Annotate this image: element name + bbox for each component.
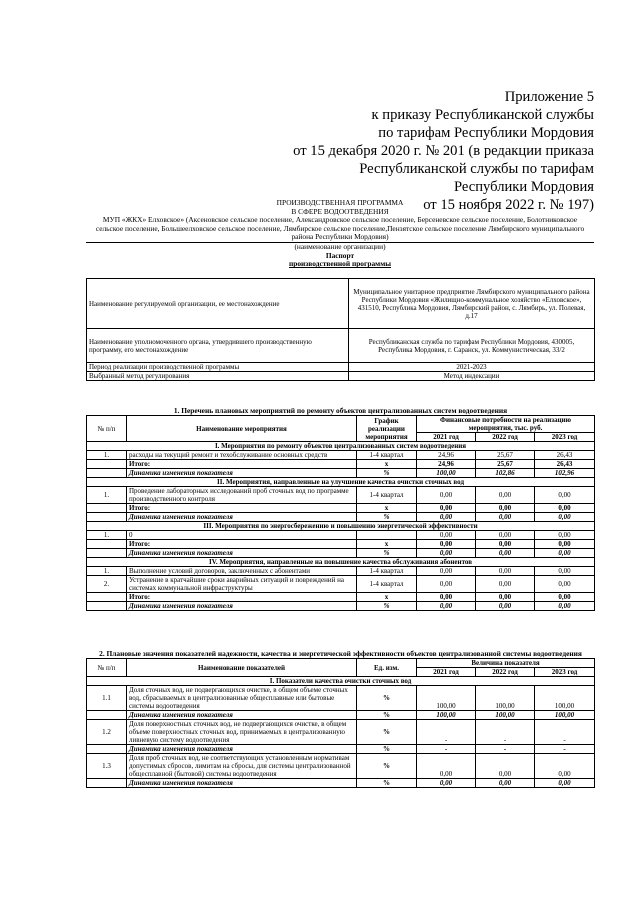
measure-value: 0,00 bbox=[535, 487, 595, 504]
measure-value: 0,00 bbox=[476, 602, 535, 611]
measure-name: расходы на текущий ремонт и техобслуживание основных средств bbox=[127, 451, 357, 460]
indicator-value: - bbox=[417, 745, 476, 754]
measure-schedule: 1-4 квартал bbox=[357, 487, 417, 504]
passport-label: Наименование регулируемой организации, ее местонахождение bbox=[87, 279, 349, 329]
indicator-value: 100,00 bbox=[476, 711, 535, 720]
indicator-value: 100,00 bbox=[417, 711, 476, 720]
row-number bbox=[87, 549, 127, 558]
measure-name: Динамика изменения показателя bbox=[127, 513, 357, 522]
group-title: II. Мероприятия, направленные на улучшение качества очистки сточных вод bbox=[87, 478, 595, 487]
measure-name: Динамика изменения показателя bbox=[127, 469, 357, 478]
indicator-name: Доля поверхностных сточных вод, не подвергающихся очистке, в общем объеме поверхностных сточных вод, принимаемых в централизованную ливневую систему водоотведения bbox=[127, 720, 357, 745]
indicator-value: - bbox=[476, 720, 535, 745]
indicator-value: - bbox=[535, 745, 595, 754]
measure-name: Динамика изменения показателя bbox=[127, 549, 357, 558]
repair-measures-table bbox=[86, 407, 595, 611]
measure-value: 0,00 bbox=[535, 602, 595, 611]
indicator-value: 100,00 bbox=[535, 711, 595, 720]
indicator-unit: % bbox=[357, 711, 417, 720]
group-title-row bbox=[87, 677, 595, 686]
measure-value: 26,43 bbox=[535, 460, 595, 469]
measure-name: Динамика изменения показателя bbox=[127, 602, 357, 611]
measure-value: 0,00 bbox=[535, 540, 595, 549]
group-title: III. Мероприятия по энергосбережению и повышению энергетической эффективности bbox=[87, 522, 595, 531]
appendix-line: к приказу Республиканской службы bbox=[371, 107, 594, 123]
measure-name: 0 bbox=[127, 531, 357, 540]
row-number bbox=[87, 460, 127, 469]
appendix-line: по тарифам Республики Мордовия bbox=[378, 125, 594, 141]
row-number bbox=[87, 513, 127, 522]
indicator-unit: % bbox=[357, 686, 417, 711]
col-value-header: Величина показателя bbox=[417, 659, 595, 668]
measure-schedule: % bbox=[357, 469, 417, 478]
indicator-row bbox=[87, 686, 595, 711]
measure-value: 0,00 bbox=[535, 567, 595, 576]
year-header: 2021 год bbox=[417, 668, 476, 677]
col-name-header: Наименование мероприятия bbox=[127, 416, 357, 442]
row-number: 1.1 bbox=[87, 686, 127, 711]
appendix-line: Республиканской службы по тарифам bbox=[359, 161, 594, 177]
program-subtitle: В СФЕРЕ ВОДООТВЕДЕНИЯ bbox=[291, 206, 389, 216]
measure-value: 0,00 bbox=[476, 531, 535, 540]
passport-value: Муниципальное унитарное предприятие Лямбирского муниципального района Республики Мордовия «Жилищно-коммунальное хозяйство «Елховское», 431510, Республика Мордовия, Лямбирский район, с. Лямбирь, ул. Полевая, д.17 bbox=[349, 279, 595, 329]
passport-title: Паспорт bbox=[325, 250, 355, 260]
passport-label: Выбранный метод регулирования bbox=[87, 372, 349, 381]
section-2-title: 2. Плановые значения показателей надежности, качества и энергетической эффективности объектов централизованной системы водоотведения bbox=[99, 650, 582, 658]
section-1-title: 1. Перечень плановых мероприятий по ремонту объектов централизованных систем водоотведения bbox=[173, 407, 508, 415]
row-number bbox=[87, 745, 127, 754]
measure-value: 0,00 bbox=[476, 567, 535, 576]
measure-value: 0,00 bbox=[476, 593, 535, 602]
measure-value: 0,00 bbox=[417, 487, 476, 504]
row-number: 1. bbox=[87, 451, 127, 460]
indicator-name: Динамика изменения показателя bbox=[127, 745, 357, 754]
row-number: 1. bbox=[87, 567, 127, 576]
measure-row bbox=[87, 602, 595, 611]
appendix-line: Приложение 5 bbox=[504, 89, 594, 105]
measure-row bbox=[87, 593, 595, 602]
measure-row bbox=[87, 567, 595, 576]
year-header: 2022 год bbox=[476, 668, 535, 677]
indicator-name: Динамика изменения показателя bbox=[127, 779, 357, 788]
program-title: ПРОИЗВОДСТВЕННАЯ ПРОГРАММА bbox=[276, 198, 404, 207]
measure-name: Итого: bbox=[127, 540, 357, 549]
measure-value: 26,43 bbox=[535, 451, 595, 460]
measure-value: 0,00 bbox=[417, 576, 476, 593]
organization-name: МУП «ЖКХ» Елховское» (Аксеновское сельское поселение, Александровское сельское поселение, Берсеневское сельское поселение, Болотниковское сельское поселение, Большеелховское сельское поселение, Лямбирское сельское поселение,Пензятское сельское поселение Лямбирского муниципального района Республики Мордовия) bbox=[86, 216, 594, 243]
row-number bbox=[87, 540, 127, 549]
col-num-header: № п/п bbox=[87, 416, 127, 442]
indicator-value: - bbox=[535, 720, 595, 745]
measure-row bbox=[87, 531, 595, 540]
passport-label: Наименование уполномоченного органа, утвердившего производственную программу, его местонахождение bbox=[87, 329, 349, 363]
indicator-row bbox=[87, 779, 595, 788]
measure-value: 102,96 bbox=[535, 469, 595, 478]
measure-row bbox=[87, 576, 595, 593]
group-title-row bbox=[87, 522, 595, 531]
measure-row bbox=[87, 549, 595, 558]
group-title-row bbox=[87, 478, 595, 487]
passport-row bbox=[87, 329, 595, 363]
organization-caption: (наименование организации) bbox=[294, 241, 386, 251]
measure-value: 24,96 bbox=[417, 460, 476, 469]
row-number bbox=[87, 504, 127, 513]
appendix-header bbox=[264, 88, 594, 214]
col-indicator-header: Наименование показателей bbox=[127, 659, 357, 677]
group-title-row bbox=[87, 442, 595, 451]
group-title: I. Показатели качества очистки сточных вод bbox=[87, 677, 595, 686]
indicator-value: - bbox=[417, 720, 476, 745]
col-unit-header: Ед. изм. bbox=[357, 659, 417, 677]
passport-subtitle: производственной программы bbox=[288, 259, 392, 269]
row-number: 1.3 bbox=[87, 754, 127, 779]
measure-schedule: х bbox=[357, 593, 417, 602]
indicator-row bbox=[87, 754, 595, 779]
measure-value: 0,00 bbox=[535, 593, 595, 602]
row-number bbox=[87, 593, 127, 602]
passport-label: Период реализации производственной программы bbox=[87, 363, 349, 372]
measure-row bbox=[87, 469, 595, 478]
measure-schedule: 1-4 квартал bbox=[357, 576, 417, 593]
measure-value: 25,67 bbox=[476, 460, 535, 469]
measure-value: 0,00 bbox=[417, 593, 476, 602]
measure-name: Итого: bbox=[127, 460, 357, 469]
indicator-name: Динамика изменения показателя bbox=[127, 711, 357, 720]
indicator-value: 0,00 bbox=[476, 754, 535, 779]
measure-value: 0,00 bbox=[535, 531, 595, 540]
appendix-line: от 15 декабря 2020 г. № 201 (в редакции приказа bbox=[293, 143, 594, 159]
measure-name: Итого: bbox=[127, 593, 357, 602]
indicator-value: 0,00 bbox=[476, 779, 535, 788]
year-header: 2023 год bbox=[535, 668, 595, 677]
measure-value: 0,00 bbox=[476, 504, 535, 513]
appendix-line: от 15 ноября 2022 г. № 197) bbox=[423, 197, 594, 213]
measure-value: 0,00 bbox=[476, 540, 535, 549]
indicator-value: 0,00 bbox=[417, 779, 476, 788]
measure-value: 0,00 bbox=[476, 513, 535, 522]
measure-value: 0,00 bbox=[417, 602, 476, 611]
group-title-row bbox=[87, 558, 595, 567]
passport-table bbox=[86, 278, 595, 381]
measure-value: 0,00 bbox=[535, 576, 595, 593]
measure-value: 0,00 bbox=[476, 487, 535, 504]
measure-value: 0,00 bbox=[535, 513, 595, 522]
measure-name: Итого: bbox=[127, 504, 357, 513]
measure-value: 24,96 bbox=[417, 451, 476, 460]
col-num-header: № п/п bbox=[87, 659, 127, 677]
measure-schedule: 1-4 квартал bbox=[357, 451, 417, 460]
measure-row bbox=[87, 540, 595, 549]
measure-value: 0,00 bbox=[417, 549, 476, 558]
row-number bbox=[87, 602, 127, 611]
measure-name: Выполнение условий договоров, заключенных с абонентами bbox=[127, 567, 357, 576]
indicator-value: 100,00 bbox=[417, 686, 476, 711]
measure-value: 0,00 bbox=[417, 513, 476, 522]
measure-value: 0,00 bbox=[476, 549, 535, 558]
measure-value: 0,00 bbox=[417, 531, 476, 540]
row-number bbox=[87, 711, 127, 720]
measure-schedule: 1-4 квартал bbox=[357, 567, 417, 576]
indicator-value: 0,00 bbox=[535, 754, 595, 779]
indicator-name: Доля проб сточных вод, не соответствующих установленным нормативам допустимых сбросов, лимитам на сбросы, для системы централизованной общесплавной (бытовой) системы водоотведения bbox=[127, 754, 357, 779]
indicator-unit: % bbox=[357, 779, 417, 788]
indicator-row bbox=[87, 711, 595, 720]
indicator-row bbox=[87, 745, 595, 754]
program-heading bbox=[86, 199, 594, 269]
passport-row bbox=[87, 363, 595, 372]
passport-row bbox=[87, 279, 595, 329]
indicator-value: 100,00 bbox=[476, 686, 535, 711]
measure-value: 0,00 bbox=[417, 567, 476, 576]
measure-value: 0,00 bbox=[476, 576, 535, 593]
measure-row bbox=[87, 451, 595, 460]
measure-value: 25,67 bbox=[476, 451, 535, 460]
measure-row bbox=[87, 487, 595, 504]
measure-value: 100,00 bbox=[417, 469, 476, 478]
measure-name: Устранение в кратчайшие сроки аварийных ситуаций и повреждений на системах коммунальной инфраструктуры bbox=[127, 576, 357, 593]
measure-value: 0,00 bbox=[417, 540, 476, 549]
indicator-value: 100,00 bbox=[535, 686, 595, 711]
row-number: 1. bbox=[87, 531, 127, 540]
measure-row bbox=[87, 513, 595, 522]
measure-schedule: % bbox=[357, 513, 417, 522]
row-number bbox=[87, 469, 127, 478]
year-header: 2021 год bbox=[417, 433, 476, 442]
measure-value: 0,00 bbox=[535, 504, 595, 513]
appendix-line: Республики Мордовия bbox=[453, 179, 594, 195]
indicator-unit: % bbox=[357, 720, 417, 745]
passport-row bbox=[87, 372, 595, 381]
year-header: 2023 год bbox=[535, 433, 595, 442]
group-title: I. Мероприятия по ремонту объектов централизованных систем водоотведения bbox=[87, 442, 595, 451]
row-number: 1.2 bbox=[87, 720, 127, 745]
indicators-table bbox=[86, 650, 595, 788]
measure-schedule: х bbox=[357, 540, 417, 549]
indicator-name: Доля сточных вод, не подвергающихся очистке, в общем объеме сточных вод, сбрасываемых в централизованные общесплавные или бытовые системы водоотведения bbox=[127, 686, 357, 711]
indicator-unit: % bbox=[357, 745, 417, 754]
measure-value: 0,00 bbox=[535, 549, 595, 558]
measure-name: Проведение лабораторных исследований проб сточных вод по программе производственного контроля bbox=[127, 487, 357, 504]
col-schedule-header: График реализации мероприятия bbox=[357, 416, 417, 442]
indicator-row bbox=[87, 720, 595, 745]
passport-value: Метод индексации bbox=[349, 372, 595, 381]
measure-row bbox=[87, 460, 595, 469]
measure-schedule: х bbox=[357, 460, 417, 469]
measure-schedule: х bbox=[357, 504, 417, 513]
indicator-value: 0,00 bbox=[535, 779, 595, 788]
row-number: 1. bbox=[87, 487, 127, 504]
indicator-value: - bbox=[476, 745, 535, 754]
indicator-unit: % bbox=[357, 754, 417, 779]
indicator-value: 0,00 bbox=[417, 754, 476, 779]
col-finance-header: Финансовые потребности на реализацию мероприятия, тыс. руб. bbox=[417, 416, 595, 433]
measure-schedule bbox=[357, 531, 417, 540]
measure-value: 0,00 bbox=[417, 504, 476, 513]
row-number: 2. bbox=[87, 576, 127, 593]
year-header: 2022 год bbox=[476, 433, 535, 442]
measure-value: 102,86 bbox=[476, 469, 535, 478]
group-title: IV. Мероприятия, направленные на повышение качества обслуживания абонентов bbox=[87, 558, 595, 567]
measure-row bbox=[87, 504, 595, 513]
passport-value: Республиканская служба по тарифам Республики Мордовия, 430005, Республика Мордовия, г. Саранск, ул. Коммунистическая, 33/2 bbox=[349, 329, 595, 363]
row-number bbox=[87, 779, 127, 788]
measure-schedule: % bbox=[357, 602, 417, 611]
passport-value: 2021-2023 bbox=[349, 363, 595, 372]
measure-schedule: % bbox=[357, 549, 417, 558]
